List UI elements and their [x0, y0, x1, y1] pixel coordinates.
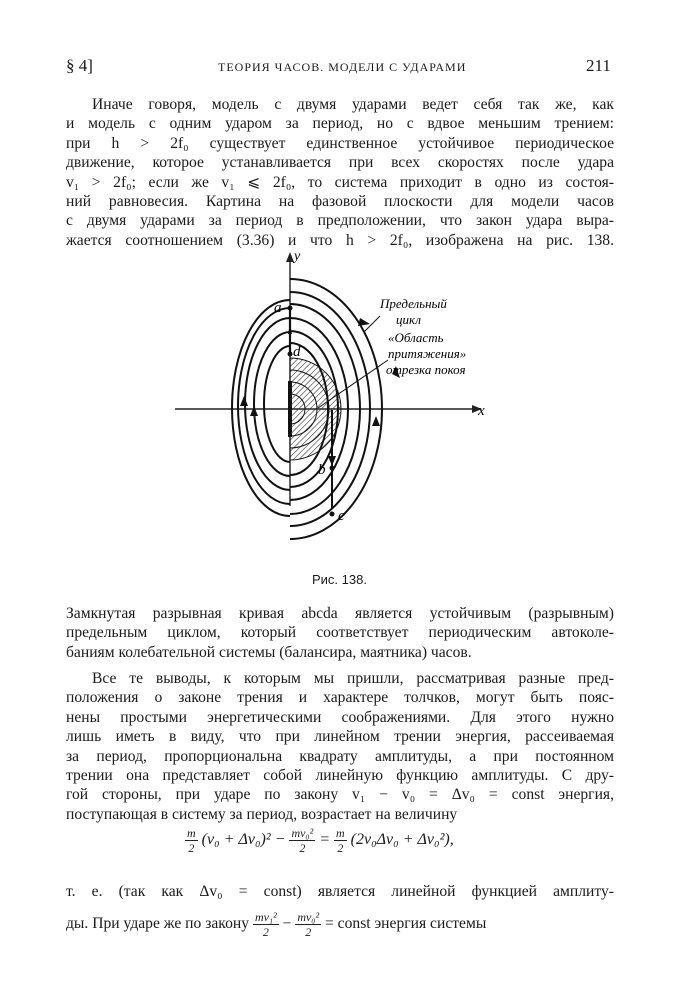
- text-line: Иначе говоря, модель с двумя ударами ведет себя так же, как: [92, 96, 614, 113]
- text-line: поступающая в систему за период, возрастает на величину: [66, 805, 458, 823]
- text-line: жается соотношением (3.36) и что h > 2f₀, изображена на рис. 138.: [66, 231, 614, 249]
- text-line: при h > 2f₀ существует единственное устойчивое периодическое: [66, 134, 614, 152]
- text-line-with-formula: ды. При ударе же по закону $\frac{\text{mv₁²}}{2}$ − $\frac{\text{mv₀²}}{2}$ = const энергия системы: [66, 910, 487, 939]
- point-b-label: b: [318, 462, 326, 478]
- text-line: за период, пропорциональна квадрату амплитуды, а при постоянном: [66, 747, 614, 765]
- figure-caption: Рис. 138.: [312, 572, 367, 587]
- paragraph-2: [66, 604, 614, 662]
- limit-cycle-label: Предельный: [380, 296, 447, 311]
- page-number: 211: [586, 56, 611, 75]
- text-line: т. е. (так как Δv₀ = const) является линейной функцией амплиту-: [66, 883, 614, 900]
- text-line: Все те выводы, к которым мы пришли, рассматривая разные пред-: [92, 670, 614, 687]
- running-title: ТЕОРИЯ ЧАСОВ. МОДЕЛИ С УДАРАМИ: [218, 60, 467, 74]
- y-axis-arrow-icon: [286, 252, 294, 262]
- text-line: v₁ > 2f₀; если же v₁ ⩽ 2f₀, то система приходит в одно из состоя-: [66, 173, 614, 191]
- phase-plane-figure: [150, 246, 530, 546]
- point-d-label: d: [293, 344, 301, 360]
- text-line: Замкнутая разрывная кривая abcda является устойчивым (разрывным): [66, 605, 614, 622]
- paragraph-3: [66, 669, 614, 824]
- text-line: лишь иметь в виду, что при линейном трении энергия, рассеиваемая: [66, 728, 614, 746]
- attraction-region-label-2: притяжения»: [388, 346, 467, 361]
- section-number: § 4]: [66, 56, 93, 75]
- text-line: трении она представляет собой линейную функцию амплитуды. С дру-: [66, 767, 614, 785]
- text-line: гой стороны, при ударе по закону v₁ − v₀ = Δv₀ = const энергия,: [66, 786, 614, 804]
- attraction-region-label: «Область: [388, 330, 444, 345]
- point-c-label: c: [338, 508, 345, 524]
- text-line: предельным циклом, который соответствует периодическим автоколе-: [66, 624, 614, 642]
- x-axis-label: x: [478, 403, 485, 419]
- y-axis-label: y: [294, 249, 301, 264]
- text-line: и модель с одним ударом за период, но с вдвое меньшим трением:: [66, 115, 614, 133]
- paragraph-1: [66, 95, 614, 250]
- point-a-label: a: [274, 300, 282, 316]
- limit-cycle-label-2: цикл: [396, 312, 422, 327]
- energy-formula: $\frac{m}{2}$ (v₀ + Δv₀)² − $\frac{\text{mv₀²}}{2}$ = $\frac{m}{2}$ (2v₀Δv₀ + Δv₀²),: [187, 826, 454, 855]
- text-line: нены простыми энергетическими соображениями. Для этого нужно: [66, 708, 614, 726]
- text-line: ний равновесия. Картина на фазовой плоскости для модели часов: [66, 193, 614, 211]
- text-line: положения о законе трения и характере толчков, могут быть пояс-: [66, 689, 614, 707]
- attraction-region-label-3: отрезка покоя: [386, 362, 466, 377]
- text-line: баниям колебательной системы (балансира, маятника) часов.: [66, 643, 472, 661]
- text-line: с двумя ударами за период в предположении, что закон удара выра-: [66, 212, 614, 230]
- text-line: движение, которое устанавливается при всех скоростях после удара: [66, 154, 614, 172]
